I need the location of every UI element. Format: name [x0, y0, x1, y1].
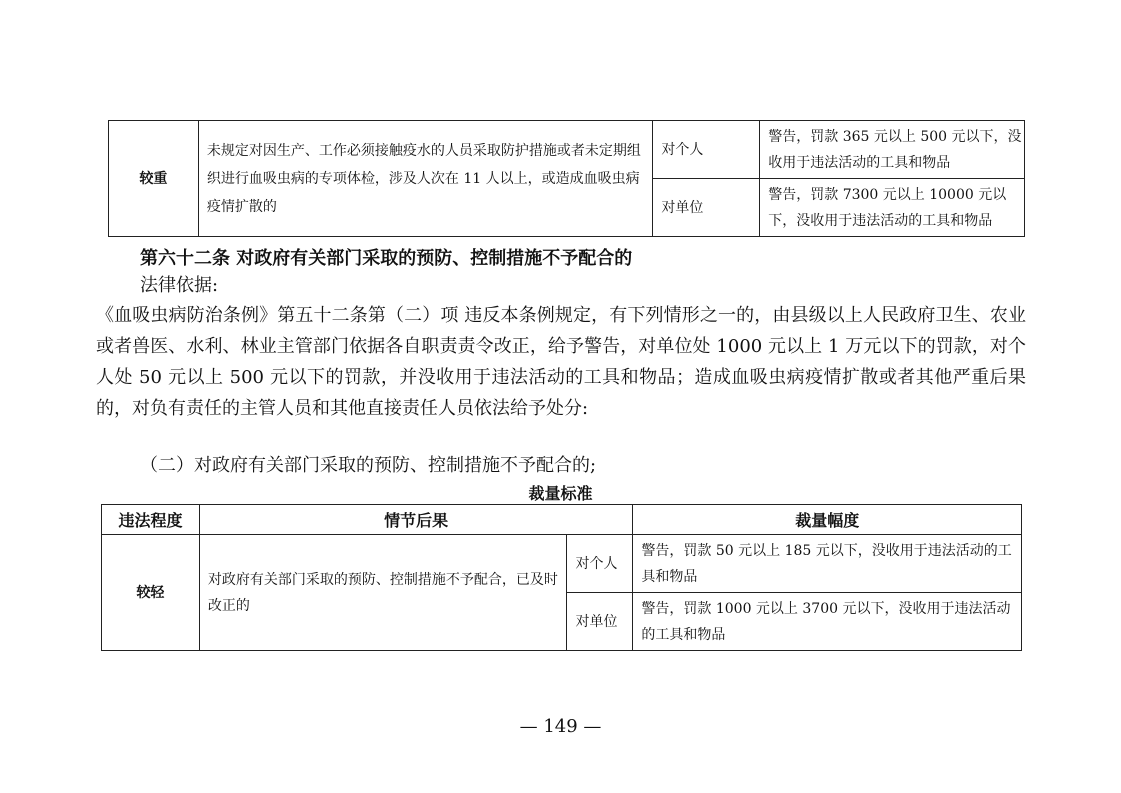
target-organization: 对单位 [653, 179, 760, 237]
violation-level: 较重 [109, 121, 199, 237]
penalty-individual: 警告，罚款 50 元以上 185 元以下，没收用于违法活动的工具和物品 [633, 535, 1022, 593]
clause-item: （二）对政府有关部门采取的预防、控制措施不予配合的; [140, 455, 597, 476]
circumstance-cell: 未规定对因生产、工作必须接触疫水的人员采取防护措施或者未定期组织进行血吸虫病的专项体检，涉及人次在 11 人以上，或造成血吸虫病疫情扩散的 [198, 121, 652, 237]
target-organization: 对单位 [567, 593, 633, 651]
top-penalty-table [108, 120, 1025, 237]
target-individual: 对个人 [567, 535, 633, 593]
header-violation-level: 违法程度 [102, 505, 200, 535]
target-individual: 对个人 [653, 121, 760, 179]
page-number: — 149 — [519, 716, 602, 737]
article-heading: 第六十二条 对政府有关部门采取的预防、控制措施不予配合的 [140, 248, 633, 269]
legal-basis-label: 法律依据: [140, 275, 219, 296]
penalty-individual: 警告，罚款 365 元以上 500 元以下，没收用于违法活动的工具和物品 [760, 121, 1025, 179]
legal-basis-paragraph: 《血吸虫病防治条例》第五十二条第（二）项 违反本条例规定，有下列情形之一的，由县级以上人民政府卫生、农业或者兽医、水利、林业主管部门依据各自职责责令改正，给予警告，对单位处 1000 元以上 1 万元以下的罚款，对个人处 50 元以上 500 元以下的罚款，并没收用于违法活动的工具和物品；造成血吸虫病疫情扩散或者其他严重后果的，对负有责任的主管人员和其他直接责任人员依法给予处分: [96, 305, 1026, 419]
header-penalty-range: 裁量幅度 [633, 505, 1022, 535]
penalty-organization: 警告，罚款 7300 元以上 10000 元以下，没收用于违法活动的工具和物品 [760, 179, 1025, 237]
penalty-organization: 警告，罚款 1000 元以上 3700 元以下，没收用于违法活动的工具和物品 [633, 593, 1022, 651]
header-circumstance: 情节后果 [199, 505, 633, 535]
circumstance-cell: 对政府有关部门采取的预防、控制措施不予配合，已及时改正的 [199, 535, 567, 651]
discretion-standard-table [101, 504, 1022, 651]
table-caption: 裁量标准 [528, 486, 593, 503]
violation-level: 较轻 [102, 535, 200, 651]
